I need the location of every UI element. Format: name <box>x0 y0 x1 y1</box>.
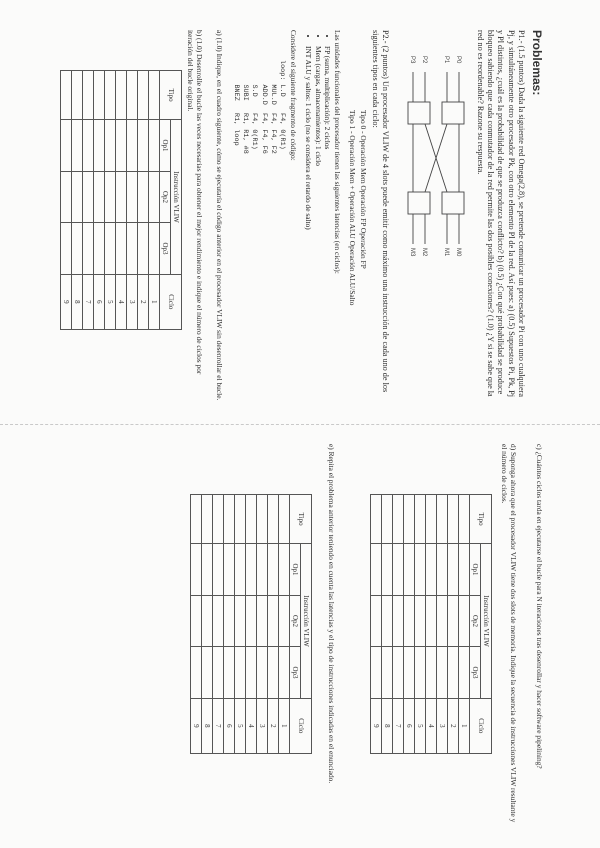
table-row <box>279 495 290 754</box>
table-row <box>72 71 83 330</box>
cycle-cell: 9 <box>371 698 382 753</box>
table-header: Op1 <box>470 544 481 595</box>
latency-item: • INT ALU y saltos: 1 ciclo (no se considera el retardo de salto) <box>304 46 313 406</box>
table-header: Ciclo <box>160 274 182 329</box>
vliw-table-3 <box>190 494 312 754</box>
table-header: Tipo <box>160 71 182 120</box>
vliw-type-1: Tipo 1 - Operación Mem + Operación ALU Operación ALU/Salto <box>348 110 357 306</box>
code-listing: loop: L.D F4, 0(R1) MUL.D F4, F4, F2 ADD.D F4, F4, F6 S.D F4, 0(R1) SUBI R1, R1, #8 BNEZ R1, loop <box>232 60 286 154</box>
table-row <box>426 495 437 754</box>
cycle-cell: 5 <box>235 698 246 753</box>
port-label: M3 <box>409 248 415 257</box>
latency-item: • FP (suma, multiplicación): 2 ciclos <box>323 46 332 406</box>
table-row <box>116 71 127 330</box>
table-title: Instrucción VLIW <box>171 120 182 274</box>
table-row <box>448 495 459 754</box>
table-row <box>415 495 426 754</box>
table-header: Op1 <box>160 120 171 171</box>
question-c: c) ¿Cuántos ciclos tarda en ejecutarse el bucle para N iteraciones tras desenrollar y hacer software pipelining? <box>535 444 544 769</box>
table-row <box>404 495 415 754</box>
cycle-cell: 4 <box>426 698 437 753</box>
table-header: Op2 <box>160 171 171 222</box>
table-row <box>224 495 235 754</box>
table-header: Tipo <box>470 495 492 544</box>
cycle-cell: 5 <box>105 274 116 329</box>
cycle-cell: 2 <box>138 274 149 329</box>
problem-1-text: P1.- (1.5 puntos) Dada la siguiente red Omega(2,8), se pretende comunicar un procesador Pi con uno cualquiera Pj, y simultáneamente otro procesador Pk, con otro elemento Pl de la red. Así pues: a) (0.5) Supuestos Pi, Pk, Pj y Pl distintos, ¿cuál es la probabilidad de que se produzca conflicto? b) (0.5) ¿Con qué probabilidad se produce bloqueo sabiendo que cada conmutador de la red permite las dos posibles conexiones? (1.0) ¿Y si se sabe que la red no es reordenable? Razone su respuesta. <box>476 30 526 398</box>
cycle-cell: 3 <box>257 698 268 753</box>
cycle-cell: 1 <box>149 274 160 329</box>
latency-intro: Las unidades funcionales del procesador tienen las siguientes latencias (en ciclos): <box>333 30 342 274</box>
page-heading: Problemas: <box>530 30 544 96</box>
vliw-table-1 <box>60 70 182 330</box>
table-row <box>257 495 268 754</box>
right-column <box>0 424 600 848</box>
table-row <box>61 71 72 330</box>
cycle-cell: 8 <box>72 274 83 329</box>
cycle-cell: 6 <box>224 698 235 753</box>
cycle-cell: 4 <box>116 274 127 329</box>
table-header: Op3 <box>290 647 301 698</box>
table-row <box>371 495 382 754</box>
cycle-cell: 2 <box>448 698 459 753</box>
table-row <box>94 71 105 330</box>
table-row <box>105 71 116 330</box>
cycle-cell: 9 <box>61 274 72 329</box>
table-header: Ciclo <box>290 698 312 753</box>
question-e: e) Repita el problema anterior teniendo en cuenta las latencias y el tipo de instrucciones indicadas en el enunciado. <box>327 444 336 784</box>
table-row <box>213 495 224 754</box>
table-header: Op1 <box>290 544 301 595</box>
table-row <box>202 495 213 754</box>
table-row <box>382 495 393 754</box>
port-label: P2 <box>421 56 427 64</box>
cycle-cell: 9 <box>191 698 202 753</box>
latency-item: • Mem (cargas, almacenamientos): 1 ciclo <box>314 46 323 406</box>
table-row <box>191 495 202 754</box>
table-row <box>138 71 149 330</box>
table-row <box>393 495 404 754</box>
table-row <box>268 495 279 754</box>
table-row <box>83 71 94 330</box>
table-row <box>246 495 257 754</box>
table-header: Op2 <box>470 595 481 646</box>
cycle-cell: 1 <box>279 698 290 753</box>
code-label: Considere el siguiente fragmento de código: <box>289 30 298 161</box>
port-label: P3 <box>409 56 415 64</box>
port-label: M1 <box>443 248 449 257</box>
cycle-cell: 7 <box>83 274 94 329</box>
network-diagram <box>400 52 472 282</box>
vliw-type-0: Tipo 0 - Operación Mem Operación FP Operación FP <box>359 110 368 269</box>
cycle-cell: 2 <box>268 698 279 753</box>
port-label: M0 <box>455 248 461 257</box>
cycle-cell: 8 <box>202 698 213 753</box>
latency-list <box>304 36 332 406</box>
table-row <box>437 495 448 754</box>
question-b: b) (1.0) Desenrolle el bucle las veces necesarias para obtener el mejor rendimiento e indique el número de ciclos por iteración del bucle original. <box>185 30 204 375</box>
cycle-cell: 6 <box>94 274 105 329</box>
table-header: Tipo <box>290 495 312 544</box>
cycle-cell: 5 <box>415 698 426 753</box>
table-header: Op2 <box>290 595 301 646</box>
table-row <box>459 495 470 754</box>
port-label: P0 <box>455 56 461 64</box>
cycle-cell: 1 <box>459 698 470 753</box>
table-title: Instrucción VLIW <box>481 544 492 698</box>
cycle-cell: 3 <box>437 698 448 753</box>
cycle-cell: 4 <box>246 698 257 753</box>
table-header: Ciclo <box>470 698 492 753</box>
cycle-cell: 3 <box>127 274 138 329</box>
cycle-cell: 6 <box>404 698 415 753</box>
table-header: Op3 <box>470 647 481 698</box>
cycle-cell: 7 <box>213 698 224 753</box>
vliw-table-2 <box>370 494 492 754</box>
table-row <box>235 495 246 754</box>
table-row <box>149 71 160 330</box>
table-header: Op3 <box>160 223 171 274</box>
problem-2-text: P2.- (2 puntos) Un procesador VLIW de 4 slots puede emitir como máximo una instrucción de cada uno de los siguientes tipos en cada ciclo: <box>370 30 390 393</box>
port-label: M2 <box>421 248 427 257</box>
table-title: Instrucción VLIW <box>301 544 312 698</box>
cycle-cell: 8 <box>382 698 393 753</box>
question-a: a) (1.0) Indique, en el cuadro siguiente, cómo se ejecutaría el código anterior en el procesador VLIW sin desenrollar el bucle. <box>215 30 224 401</box>
question-d: d) Suponga ahora que el procesador VLIW tiene dos slots de memoria. Indique la secuencia de instrucciones VLIW resultante y el número de ciclos. <box>499 444 518 823</box>
cycle-cell: 7 <box>393 698 404 753</box>
port-label: P1 <box>443 56 449 64</box>
table-row <box>127 71 138 330</box>
